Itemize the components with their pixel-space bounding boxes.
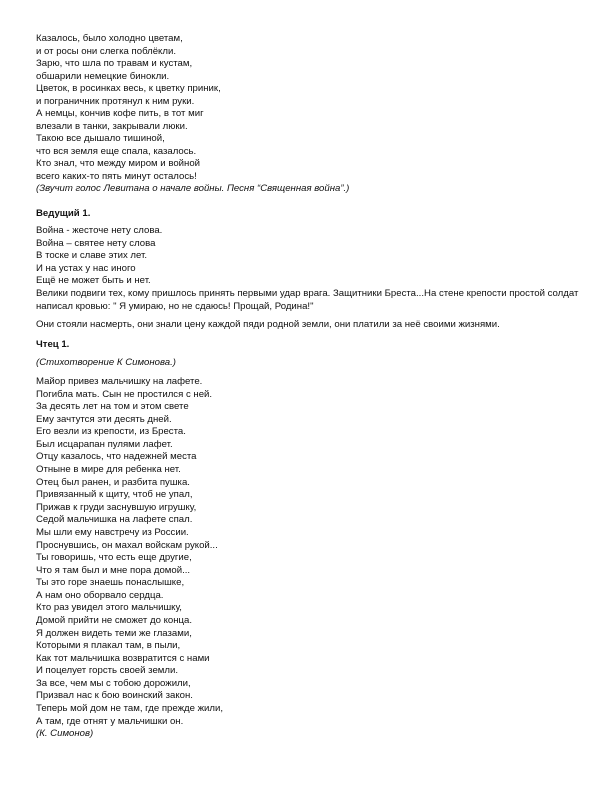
poem-line: За десять лет на том и этом свете: [36, 401, 189, 413]
poem-line: Что я там был и мне пора домой...: [36, 564, 191, 576]
poem-line: Отец был ранен, и разбита пушка.: [36, 476, 190, 488]
poem-line: и от росы они слегка поблёкли.: [36, 45, 176, 57]
heading-chtets: Чтец 1.: [36, 339, 70, 350]
poem-line: Война – святее нету слова: [36, 237, 156, 249]
poem-line: В тоске и славе этих лет.: [36, 250, 148, 262]
heading-vedushchiy: Ведущий 1.: [36, 208, 91, 219]
paragraph-brest: Велики подвиги тех, кому пришлось принять первыми удар врага. Защитники Бреста...На стене крепости простой солдат написал кровью: " Я умираю, но не сдаюсь! Прощай, Родина!": [36, 287, 579, 312]
poem-line: Теперь мой дом не там, где прежде жили,: [36, 703, 224, 715]
poem-line: Зарю, что шла по травам и кустам,: [36, 58, 193, 69]
poem-line: Я должен видеть теми же глазами,: [36, 627, 192, 639]
poem-line: Отцу казалось, что надежней места: [36, 451, 197, 463]
poem-intro: [36, 33, 586, 196]
poem-line: что вся земля еще спала, казалось.: [36, 145, 197, 157]
poem-line: За все, чем мы с тобою дорожили,: [36, 677, 191, 689]
poem-line: Казалось, было холодно цветам,: [36, 33, 183, 44]
poem-line: Как тот мальчишка возвратится с нами: [36, 652, 210, 664]
poem-line: Был исцарапан пулями лафет.: [36, 438, 173, 450]
poem-line: обшарили немецкие бинокли.: [36, 70, 170, 82]
poem-line: Такою все дышало тишиной,: [36, 133, 165, 144]
poem-line: влезали в танки, закрывали люки.: [36, 120, 188, 132]
poem-line: И поцелует горсть своей земли.: [36, 665, 178, 677]
poem-line: всего каких-то пять минут осталось!: [36, 170, 197, 182]
poem-line: Седой мальчишка на лафете спал.: [36, 514, 193, 526]
poem-line: Призвал нас к бою воинский закон.: [36, 690, 193, 702]
poem-line: Мы шли ему навстречу из России.: [36, 526, 189, 538]
poem-line: Война - жесточе нету слова.: [36, 225, 163, 236]
poem-line: и пограничник протянул к ним руки.: [36, 95, 195, 107]
poem-line: И на устах у нас иного: [36, 262, 136, 274]
poem-line: Кто знал, что между миром и войной: [36, 158, 201, 169]
poem-line: Его везли из крепости, из Бреста.: [36, 426, 186, 438]
poem-line: А немцы, кончив кофе пить, в тот миг: [36, 108, 204, 119]
attribution: (К. Симонов): [36, 728, 94, 740]
poem-line: Ты это горе знаешь понаслышке,: [36, 577, 185, 589]
poem-line: Отныне в мире для ребенка нет.: [36, 464, 181, 476]
poem-line: Прижав к груди заснувшую игрушку,: [36, 501, 197, 513]
stage-note: (Стихотворение К Симонова.): [36, 357, 176, 368]
stage-note: (Звучит голос Левитана о начале войны. Песня “Священная война”.): [36, 183, 350, 194]
poem-line: Ещё не может быть и нет.: [36, 275, 151, 287]
poem-line: Ты говоришь, что есть еще другие,: [36, 552, 192, 564]
poem-line: Привязанный к щиту, чтоб не упал,: [36, 489, 193, 501]
poem-line: Ему зачтутся эти десять дней.: [36, 413, 172, 425]
poem-line: Кто раз увидел этого мальчишку,: [36, 602, 182, 614]
poem-line: Цветок, в росинках весь, к цветку приник,: [36, 83, 221, 94]
poem-line: Домой прийти не сможет до конца.: [36, 614, 193, 626]
poem-line: Погибла мать. Сын не простился с ней.: [36, 388, 213, 400]
poem-line: Майор привез мальчишку на лафете.: [36, 376, 203, 387]
poem-line: А нам оно оборвало сердца.: [36, 589, 164, 601]
poem-line: Проснувшись, он махал войскам рукой...: [36, 539, 218, 551]
paragraph-stood: Они стояли насмерть, они знали цену каждой пяди родной земли, они платили за неё своими жизнями.: [36, 319, 500, 330]
poem-line: Которыми я плакал там, в пыли,: [36, 640, 181, 652]
poem-line: А там, где отнят у мальчишки он.: [36, 715, 184, 727]
poem-simonov: [36, 376, 586, 741]
poem-war: [36, 225, 586, 313]
